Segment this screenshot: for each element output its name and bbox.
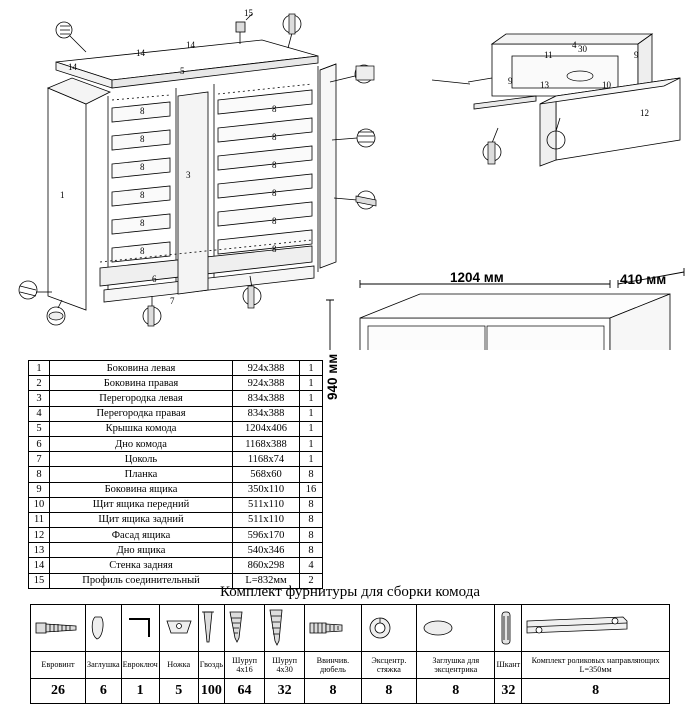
cap-icon bbox=[86, 605, 122, 652]
svg-text:8: 8 bbox=[272, 216, 277, 226]
table-row: 2 Боковина правая 924х388 1 bbox=[29, 376, 323, 391]
fitting-label: Евровинт bbox=[31, 652, 86, 679]
table-row: 11 Щит ящика задний 511х110 8 bbox=[29, 512, 323, 527]
table-row: 8 Планка 568х60 8 bbox=[29, 467, 323, 482]
euro-screw-icon bbox=[31, 605, 86, 652]
parts-table bbox=[28, 360, 323, 589]
fitting-count: 5 bbox=[159, 679, 198, 704]
table-row: 4 Перегородка правая 834х388 1 bbox=[29, 406, 323, 421]
svg-text:14: 14 bbox=[186, 40, 195, 50]
table-row: 3 Перегородка левая 834х388 1 bbox=[29, 391, 323, 406]
exploded-diagram bbox=[0, 0, 700, 350]
fitting-count: 32 bbox=[265, 679, 305, 704]
wood-dowel-icon bbox=[495, 605, 522, 652]
fitting-count: 1 bbox=[121, 679, 159, 704]
fittings-table bbox=[30, 604, 670, 704]
fitting-count: 8 bbox=[361, 679, 416, 704]
fitting-count: 64 bbox=[225, 679, 265, 704]
fitting-label: Гвоздь bbox=[198, 652, 224, 679]
fitting-label: Шкант bbox=[495, 652, 522, 679]
screw-4x16-icon bbox=[225, 605, 265, 652]
svg-text:8: 8 bbox=[140, 218, 145, 228]
fitting-label: Шуруп 4х16 bbox=[225, 652, 265, 679]
svg-text:8: 8 bbox=[140, 190, 145, 200]
svg-text:8: 8 bbox=[272, 104, 277, 114]
table-row: 9 Боковина ящика 350х110 16 bbox=[29, 482, 323, 497]
fitting-count: 100 bbox=[198, 679, 224, 704]
svg-text:8: 8 bbox=[272, 132, 277, 142]
svg-text:8: 8 bbox=[140, 106, 145, 116]
fitting-count: 32 bbox=[495, 679, 522, 704]
svg-text:12: 12 bbox=[640, 108, 649, 118]
screw-4x30-icon bbox=[265, 605, 305, 652]
table-row: 5 Крышка комода 1204х406 1 bbox=[29, 421, 323, 436]
table-row: 13 Дно ящика 540х346 8 bbox=[29, 543, 323, 558]
fitting-label: Комплект роликовых направляющих L=350мм bbox=[522, 652, 670, 679]
svg-text:9: 9 bbox=[634, 50, 639, 60]
svg-text:4: 4 bbox=[572, 40, 577, 50]
svg-text:14: 14 bbox=[68, 62, 77, 72]
svg-text:1: 1 bbox=[60, 190, 65, 200]
table-row: 14 Стенка задняя 860х298 4 bbox=[29, 558, 323, 573]
fitting-label: Ножка bbox=[159, 652, 198, 679]
svg-text:6: 6 bbox=[152, 274, 157, 284]
fittings-title: Комплект фурнитуры для сборки комода bbox=[219, 584, 480, 600]
svg-text:10: 10 bbox=[602, 80, 611, 90]
table-row: 1 Боковина левая 924х388 1 bbox=[29, 361, 323, 376]
leg-icon bbox=[159, 605, 198, 652]
euro-key-icon bbox=[121, 605, 159, 652]
table-row: 15 Профиль соединительный L=832мм 2 bbox=[29, 573, 323, 588]
fitting-label: Евроключ bbox=[121, 652, 159, 679]
svg-text:8: 8 bbox=[140, 162, 145, 172]
fitting-count: 6 bbox=[86, 679, 122, 704]
nail-icon bbox=[198, 605, 224, 652]
svg-text:9: 9 bbox=[508, 76, 513, 86]
svg-text:3: 3 bbox=[186, 170, 191, 180]
svg-text:11: 11 bbox=[544, 50, 553, 60]
svg-text:8: 8 bbox=[272, 244, 277, 254]
fitting-count: 8 bbox=[417, 679, 495, 704]
eccentric-cap-icon bbox=[417, 605, 495, 652]
svg-text:8: 8 bbox=[272, 188, 277, 198]
svg-text:8: 8 bbox=[140, 134, 145, 144]
eccentric-tie-icon bbox=[361, 605, 416, 652]
svg-text:13: 13 bbox=[540, 80, 549, 90]
svg-text:14: 14 bbox=[136, 48, 145, 58]
svg-text:8: 8 bbox=[140, 246, 145, 256]
svg-text:7: 7 bbox=[170, 296, 175, 306]
table-row: 7 Цоколь 1168х74 1 bbox=[29, 452, 323, 467]
table-row: 6 Дно комода 1168х388 1 bbox=[29, 436, 323, 451]
dimension-width: 1204 мм bbox=[450, 270, 504, 285]
roller-slide-icon bbox=[522, 605, 670, 652]
fitting-count: 8 bbox=[305, 679, 362, 704]
dimension-height: 940 мм bbox=[325, 353, 340, 400]
table-row: 12 Фасад ящика 596х170 8 bbox=[29, 528, 323, 543]
table-row: 10 Щит ящика передний 511х110 8 bbox=[29, 497, 323, 512]
fitting-label: Заглушка bbox=[86, 652, 122, 679]
svg-text:30: 30 bbox=[578, 44, 587, 54]
fitting-label: Ввинчив. дюбель bbox=[305, 652, 362, 679]
fitting-count: 26 bbox=[31, 679, 86, 704]
svg-text:5: 5 bbox=[180, 66, 185, 76]
fitting-label: Шуруп 4х30 bbox=[265, 652, 305, 679]
dimension-depth: 410 мм bbox=[620, 272, 667, 287]
svg-text:15: 15 bbox=[244, 8, 253, 18]
fitting-count: 8 bbox=[522, 679, 670, 704]
svg-text:8: 8 bbox=[272, 160, 277, 170]
fitting-label: Эксцентр. стяжка bbox=[361, 652, 416, 679]
dowel-screw-icon bbox=[305, 605, 362, 652]
fitting-label: Заглушка для эксцентрика bbox=[417, 652, 495, 679]
